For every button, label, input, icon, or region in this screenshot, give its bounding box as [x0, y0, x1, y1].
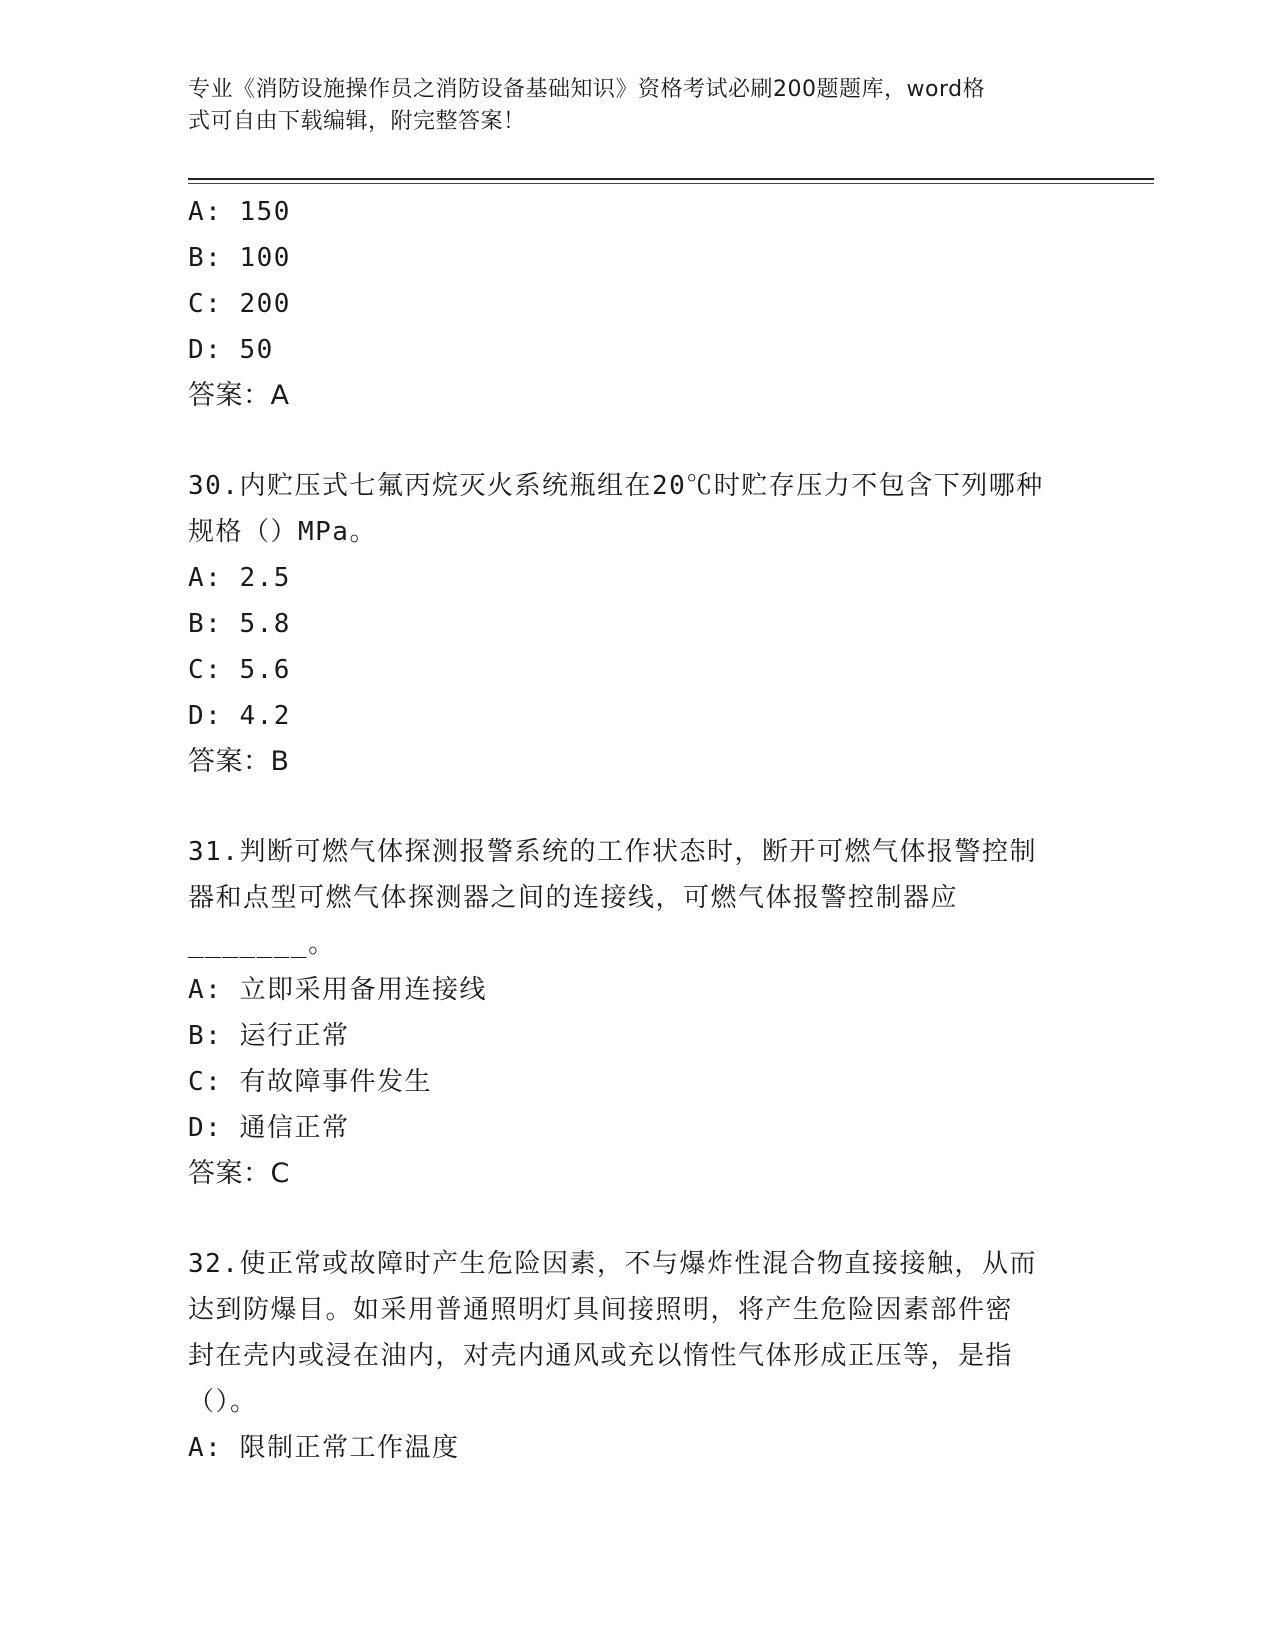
question-text-line-1: 30.内贮压式七氟丙烷灭火系统瓶组在20℃时贮存压力不包含下列哪种 — [188, 471, 1044, 501]
question-text-line-3: _______。 — [188, 929, 336, 959]
question-text-line-2: 达到防爆目。如采用普通照明灯具间接照明，将产生危险因素部件密 — [188, 1295, 1014, 1325]
question-block-31 — [188, 829, 1088, 1197]
header-line-1: 专业《消防设施操作员之消防设备基础知识》资格考试必刷200题题库，word格 — [188, 77, 986, 102]
question-block-32 — [188, 1241, 1088, 1471]
question-text-line-3: 封在壳内或浸在油内，对壳内通风或充以惰性气体形成正压等，是指 — [188, 1341, 1014, 1371]
answer-label: 答案：B — [188, 746, 290, 777]
document-header — [188, 74, 1068, 138]
option-a: A: 2.5 — [188, 563, 291, 593]
option-b: B: 5.8 — [188, 609, 291, 639]
question-list — [188, 189, 1088, 1471]
question-text-line-4: （）。 — [188, 1387, 258, 1417]
option-b: B: 运行正常 — [188, 1021, 350, 1051]
option-c: C: 有故障事件发生 — [188, 1067, 432, 1097]
question-block-30 — [188, 463, 1088, 785]
option-d: D: 通信正常 — [188, 1113, 350, 1143]
question-text-line-2: 规格（）MPa。 — [188, 517, 377, 547]
question-text-line-1: 31.判断可燃气体探测报警系统的工作状态时，断开可燃气体报警控制 — [188, 837, 1037, 867]
spacer — [188, 419, 1088, 463]
option-d: D: 50 — [188, 335, 274, 365]
option-c: C: 200 — [188, 289, 291, 319]
option-a: A: 150 — [188, 197, 291, 227]
header-divider-thin — [188, 183, 1154, 184]
spacer — [188, 785, 1088, 829]
option-a: A: 限制正常工作温度 — [188, 1433, 460, 1463]
question-text-line-1: 32.使正常或故障时产生危险因素，不与爆炸性混合物直接接触，从而 — [188, 1249, 1037, 1279]
option-a: A: 立即采用备用连接线 — [188, 975, 487, 1005]
question-text-line-2: 器和点型可燃气体探测器之间的连接线，可燃气体报警控制器应 — [188, 883, 959, 913]
option-b: B: 100 — [188, 243, 291, 273]
header-line-2: 式可自由下载编辑，附完整答案！ — [188, 109, 526, 134]
answer-label: 答案：A — [188, 380, 290, 411]
header-divider — [188, 178, 1154, 180]
option-c: C: 5.6 — [188, 655, 291, 685]
spacer — [188, 1197, 1088, 1241]
question-block-29 — [188, 189, 1088, 419]
answer-label: 答案：C — [188, 1158, 290, 1189]
option-d: D: 4.2 — [188, 701, 291, 731]
